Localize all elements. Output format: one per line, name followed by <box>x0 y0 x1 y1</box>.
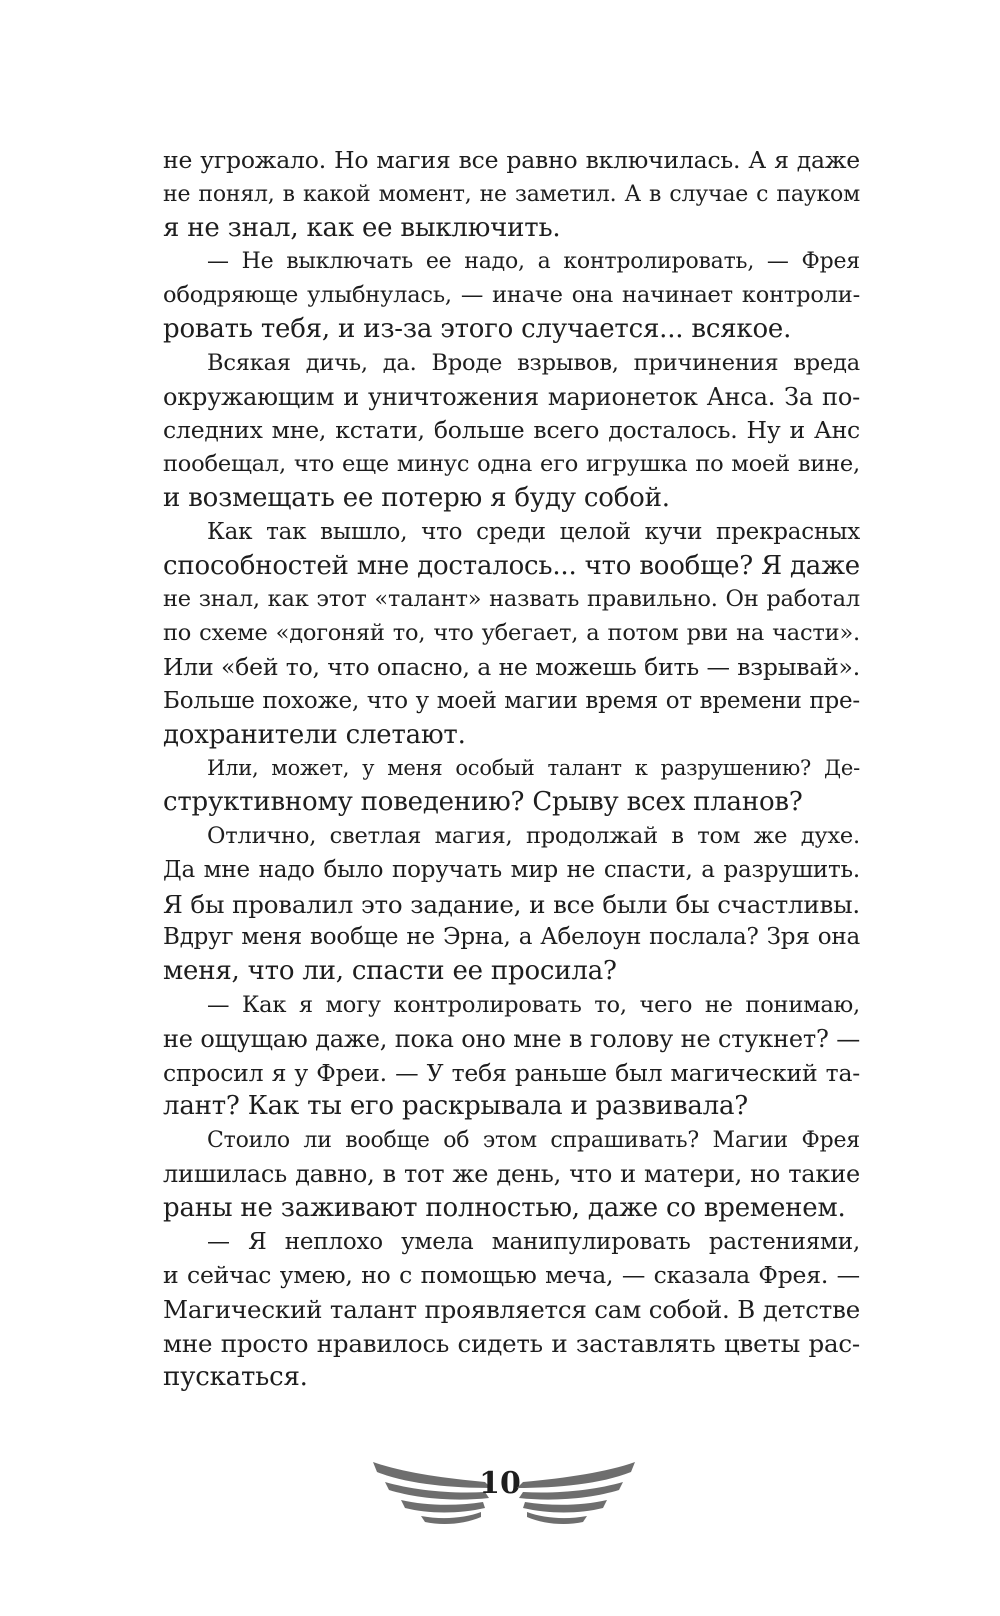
text-line: Вдруг меня вообще не Эрна, а Абелоун послала? Зря она <box>163 924 860 951</box>
paragraph <box>163 144 860 245</box>
paragraph <box>163 1124 860 1225</box>
text-line: по схеме «догоняй то, что убегает, а потом рви на части». <box>163 620 860 647</box>
text-line: Я бы провалил это задание, и все были бы счастливы. <box>163 889 860 919</box>
text-line: способностей мне досталось... что вообще? Я даже <box>163 550 860 581</box>
text-line: не понял, в какой момент, не заметил. А в случае с пауком <box>163 181 860 207</box>
paragraph <box>163 752 860 820</box>
paragraph <box>163 245 860 346</box>
text-line: следних мне, кстати, больше всего досталось. Ну и Анс <box>163 416 860 445</box>
paragraph <box>163 1226 860 1395</box>
text-line: — Не выключать ее надо, а контролировать, — Фрея <box>207 249 860 275</box>
paragraph <box>163 820 860 989</box>
text-line: Магический талант проявляется сам собой. В детстве <box>163 1295 860 1325</box>
text-line: не ощущаю даже, пока оно мне в голову не стукнет? — <box>163 1024 860 1053</box>
text-line: и сейчас умею, но с помощью меча, — сказала Фрея. — <box>163 1261 860 1290</box>
text-line: ободряюще улыбнулась, — иначе она начинает контроли- <box>163 282 860 309</box>
text-line: не угрожало. Но магия все равно включилась. А я даже <box>163 146 860 174</box>
text-line: Больше похоже, что у моей магии время от времени пре- <box>163 687 860 714</box>
text-line: окружающим и уничтожения марионеток Анса. За по- <box>163 382 860 411</box>
paragraph <box>163 347 860 516</box>
text-line: Как так вышло, что среди целой кучи прекрасных <box>207 518 860 545</box>
right-wing-icon <box>513 1458 637 1526</box>
text-line: пообещал, что еще минус одна его игрушка по моей вине, <box>163 451 860 478</box>
text-line: Да мне надо было поручать мир не спасти, а разрушить. <box>163 856 860 883</box>
text-line: я не знал, как ее выключить. <box>163 212 561 243</box>
text-line: структивному поведению? Срыву всех планов? <box>163 787 803 818</box>
text-line: — Я неплохо умела манипулировать растениями, <box>207 1228 860 1255</box>
text-line: пускаться. <box>163 1361 308 1392</box>
text-line: и возмещать ее потерю я буду собой. <box>163 482 670 513</box>
text-line: Отлично, светлая магия, продолжай в том же духе. <box>207 822 860 849</box>
text-line: не знал, как этот «талант» назвать правильно. Он работал <box>163 586 860 613</box>
text-line: Или «бей то, что опасно, а не можешь бить — взрывай». <box>163 652 860 681</box>
paragraph <box>163 989 860 1124</box>
paragraph <box>163 516 860 753</box>
text-line: лант? Как ты его раскрывала и развивала? <box>163 1091 749 1122</box>
text-line: раны не заживают полностью, даже со временем. <box>163 1192 846 1223</box>
page-body-text <box>163 144 860 1394</box>
text-line: мне просто нравилось сидеть и заставлять цветы рас- <box>163 1328 860 1358</box>
text-line: дохранители слетают. <box>163 719 466 750</box>
page-number: 10 <box>479 1466 521 1501</box>
text-line: меня, что ли, спасти ее просила? <box>163 956 617 987</box>
text-line: спросил я у Фреи. — У тебя раньше был магический та- <box>163 1058 860 1087</box>
text-line: — Как я могу контролировать то, чего не понимаю, <box>207 991 860 1018</box>
page-footer <box>0 1458 1000 1538</box>
text-line: Всякая дичь, да. Вроде взрывов, причинения вреда <box>207 349 860 376</box>
text-line: лишилась давно, в тот же день, что и матери, но такие <box>163 1159 860 1188</box>
text-line: ровать тебя, и из-за этого случается... всякое. <box>163 313 792 344</box>
text-line: Или, может, у меня особый талант к разрушению? Де- <box>207 756 860 781</box>
text-line: Стоило ли вообще об этом спрашивать? Магии Фрея <box>207 1128 860 1154</box>
